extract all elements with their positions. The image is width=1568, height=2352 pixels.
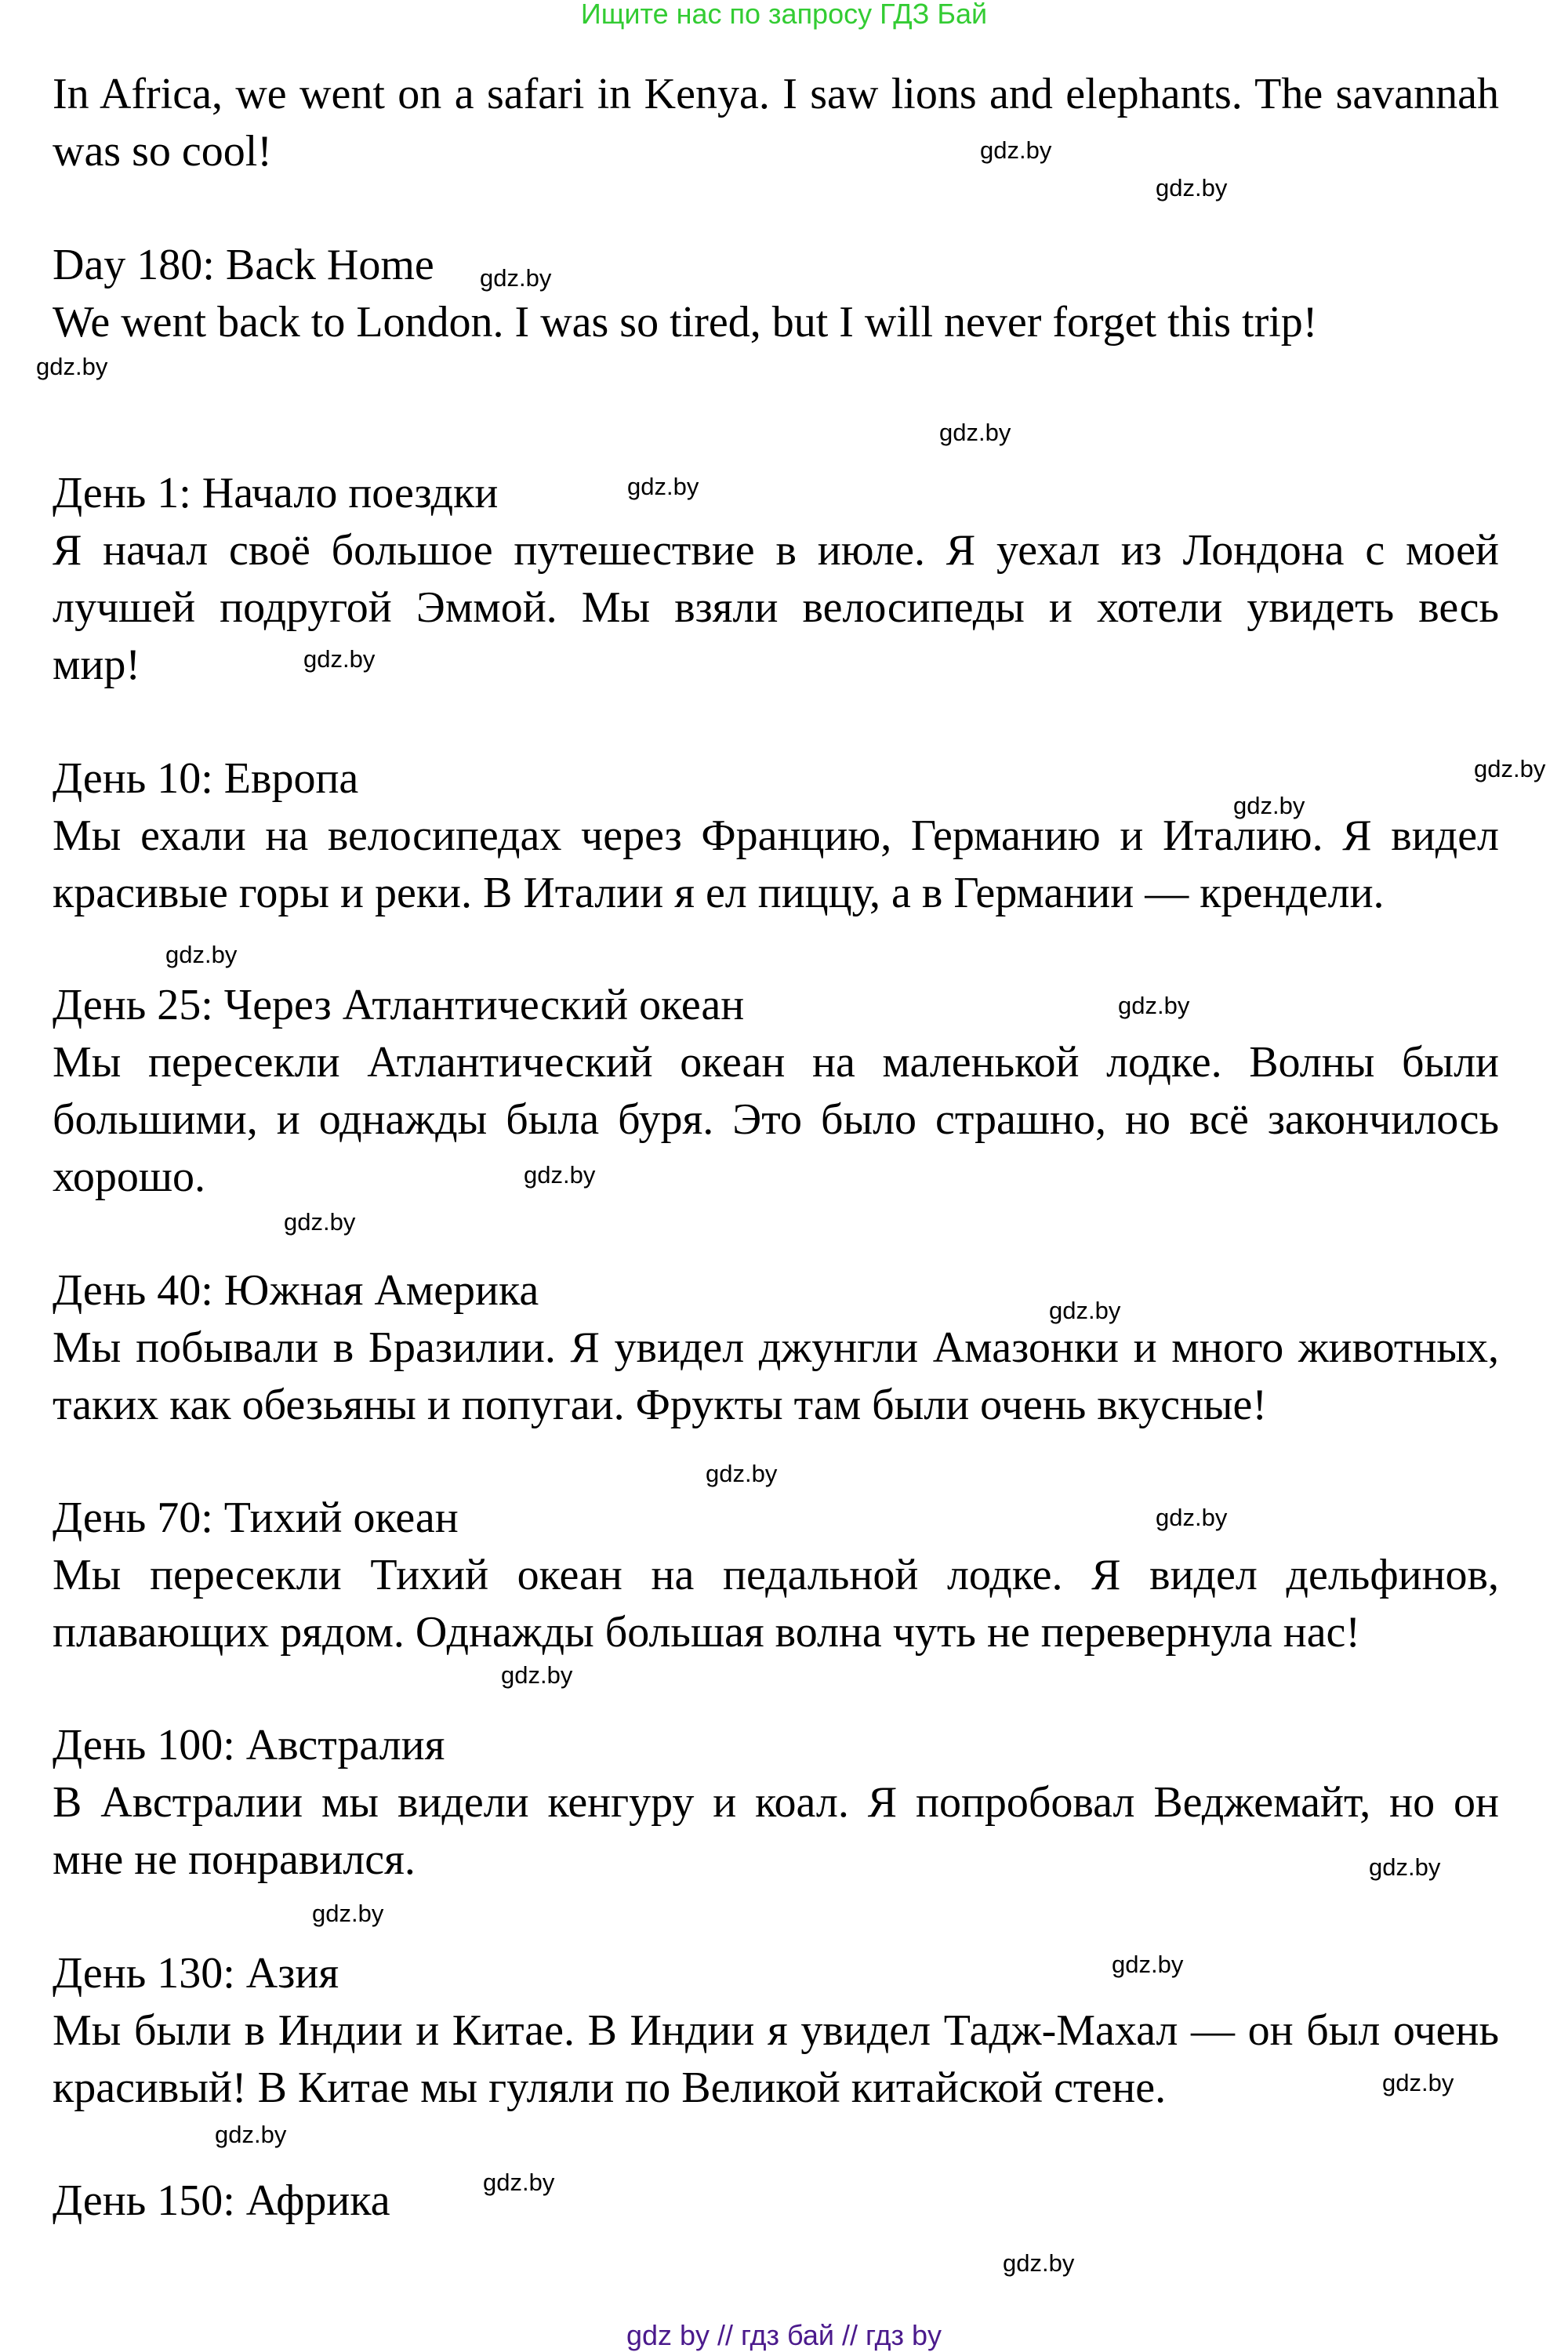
entry-text-line: Мы пересекли Тихий океан на педальной лодке. Я видел дельфинов, bbox=[53, 1551, 1499, 1599]
entry-text-line: таких как обезьяны и попугаи. Фрукты там были очень вкусные! bbox=[53, 1381, 1268, 1429]
diary-entry bbox=[53, 465, 1499, 694]
entry-text-line: Мы были в Индии и Китае. В Индии я увидел Тадж-Махал — он был очень bbox=[53, 2006, 1499, 2055]
entry-text-line: красивый! В Китае мы гуляли по Великой китайской стене. bbox=[53, 2063, 1167, 2112]
diary-entry bbox=[53, 977, 1499, 1206]
entry-text-line: лучшей подругой Эммой. Мы взяли велосипеды и хотели увидеть весь bbox=[53, 583, 1499, 632]
watermark: gdz.by bbox=[215, 2121, 287, 2148]
watermark: gdz.by bbox=[312, 1900, 384, 1927]
entry-text-line: was so cool! bbox=[53, 127, 272, 176]
watermark: gdz.by bbox=[501, 1661, 573, 1689]
entry-text-line: Мы пересекли Атлантический океан на маленькой лодке. Волны были bbox=[53, 1038, 1499, 1087]
watermark: gdz.by bbox=[1003, 2249, 1075, 2277]
watermark: gdz.by bbox=[706, 1460, 778, 1487]
entry-title: День 10: Европа bbox=[53, 754, 359, 803]
watermark: gdz.by bbox=[980, 136, 1052, 164]
entry-text-line: Я начал своё большое путешествие в июле. Я уехал из Лондона с моей bbox=[53, 526, 1499, 575]
entry-text-line: красивые горы и реки. В Италии я ел пиццу, а в Германии — крендели. bbox=[53, 869, 1385, 917]
entry-text-line: мир! bbox=[53, 641, 141, 689]
entry-text-line: мне не понравился. bbox=[53, 1835, 416, 1884]
watermark: gdz.by bbox=[483, 2169, 555, 2196]
search-hint-banner: Ищите нас по запросу ГДЗ Бай bbox=[580, 0, 988, 30]
entry-title: День 40: Южная Америка bbox=[53, 1266, 539, 1315]
entry-text-line: хорошо. bbox=[53, 1152, 205, 1201]
watermark: gdz.by bbox=[165, 941, 238, 968]
entry-text-line: В Австралии мы видели кенгуру и коал. Я попробовал Веджемайт, но он bbox=[53, 1778, 1499, 1827]
entry-text-line: Мы ехали на велосипедах через Францию, Германию и Италию. Я видел bbox=[53, 811, 1499, 860]
watermark: gdz.by bbox=[524, 1161, 596, 1189]
watermark: gdz.by bbox=[284, 1208, 356, 1236]
watermark: gdz.by bbox=[1112, 1951, 1184, 1978]
watermark: gdz.by bbox=[1369, 1853, 1441, 1881]
entry-title: День 100: Австралия bbox=[53, 1721, 445, 1769]
entry-title: День 150: Африка bbox=[53, 2176, 390, 2225]
watermark: gdz.by bbox=[1118, 992, 1190, 1019]
diary-entry bbox=[53, 1490, 1499, 1661]
diary-entry bbox=[53, 750, 1499, 922]
diary-entry bbox=[53, 1262, 1499, 1434]
entry-text-line: In Africa, we went on a safari in Kenya. I saw lions and elephants. The savannah bbox=[53, 70, 1499, 118]
watermark: gdz.by bbox=[1474, 755, 1546, 782]
entry-title: День 1: Начало поездки bbox=[53, 469, 499, 517]
watermark: gdz.by bbox=[1233, 792, 1305, 819]
entry-text-line: большими, и однажды была буря. Это было страшно, но всё закончилось bbox=[53, 1095, 1499, 1144]
entry-text-line: We went back to London. I was so tired, but I will never forget this trip! bbox=[53, 298, 1318, 347]
diary-entry bbox=[53, 1945, 1499, 2117]
entry-text-line: Мы побывали в Бразилии. Я увидел джунгли Амазонки и много животных, bbox=[53, 1323, 1499, 1372]
diary-entry bbox=[53, 237, 1499, 351]
watermark: gdz.by bbox=[1049, 1297, 1121, 1324]
watermark: gdz.by bbox=[1382, 2069, 1454, 2096]
diary-entry bbox=[53, 2172, 1499, 2230]
entry-title: Day 180: Back Home bbox=[53, 241, 434, 289]
entry-title: День 130: Азия bbox=[53, 1949, 339, 1998]
footer-links: gdz by // гдз бай // гдз by bbox=[626, 2319, 942, 2351]
diary-entry bbox=[53, 66, 1499, 180]
watermark: gdz.by bbox=[627, 473, 699, 500]
watermark: gdz.by bbox=[939, 419, 1011, 446]
entry-text-line: плавающих рядом. Однажды большая волна чуть не перевернула нас! bbox=[53, 1608, 1361, 1657]
entry-title: День 70: Тихий океан bbox=[53, 1494, 459, 1542]
entry-title: День 25: Через Атлантический океан bbox=[53, 981, 745, 1029]
diary-entry bbox=[53, 1717, 1499, 1889]
watermark: gdz.by bbox=[1156, 174, 1228, 201]
watermark: gdz.by bbox=[1156, 1504, 1228, 1531]
watermark: gdz.by bbox=[303, 645, 376, 673]
watermark: gdz.by bbox=[36, 353, 108, 380]
watermark: gdz.by bbox=[480, 264, 552, 292]
